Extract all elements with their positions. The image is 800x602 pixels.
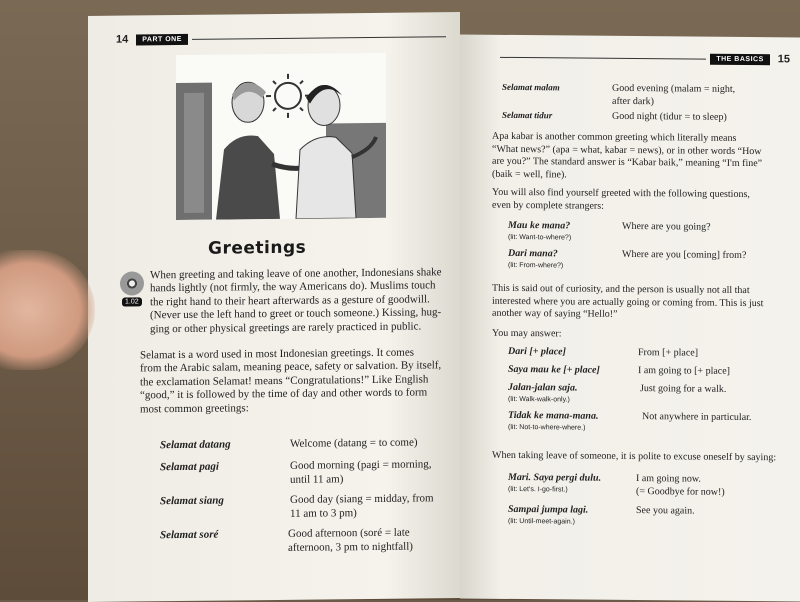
- leave-definition: I am going now.: [636, 472, 701, 486]
- leave-definition: (= Goodbye for now!): [636, 485, 725, 499]
- answer-definition: Just going for a walk.: [640, 382, 726, 396]
- answer-intro: You may answer:: [492, 327, 562, 341]
- greeting-row: [160, 492, 450, 525]
- leave-definition: See you again.: [636, 504, 695, 518]
- left-page-header: [116, 30, 446, 45]
- text-line: Selamat is a word used in most Indonesian greetings. It comes: [140, 346, 441, 363]
- header-rule: [500, 56, 706, 59]
- intro-paragraph: [150, 266, 442, 336]
- answer-row: [508, 381, 788, 411]
- question-definition: Where are you [coming] from?: [622, 248, 746, 262]
- section-tag: THE BASICS: [710, 53, 769, 65]
- leave-intro: When taking leave of someone, it is polite to excuse oneself by saying:: [492, 449, 776, 465]
- literal-translation: (lit: Let's. I-go-first.): [508, 483, 568, 497]
- leave-term: Mari. Saya pergi dulu.: [508, 471, 601, 485]
- cd-track-label: 1.02: [122, 297, 142, 306]
- answer-definition: From [+ place]: [638, 346, 698, 360]
- page-number: 14: [116, 34, 128, 46]
- cd-icon: [120, 271, 144, 295]
- greeting-definition: Good night (tidur = to sleep): [612, 110, 727, 124]
- text-line: another way of saying “Hello!”: [492, 308, 763, 323]
- greeting-definition: Good day (siang = midday, from: [290, 492, 434, 507]
- text-line: ging or other physical greetings are rarely practiced in public.: [150, 320, 442, 336]
- answer-row: [508, 345, 788, 363]
- page-title: Greetings: [208, 238, 306, 259]
- greeting-definition: Welcome (datang = to come): [290, 436, 418, 450]
- literal-translation: (lit: From-where?): [508, 259, 563, 272]
- open-book: [40, 0, 800, 600]
- text-line: interested where you are actually going or coming from. This is just: [492, 295, 763, 310]
- text-line: You will also find yourself greeted with the following questions,: [492, 187, 750, 202]
- leave-row: [508, 471, 788, 503]
- header-rule: [192, 36, 446, 40]
- text-line: This is said out of curiosity, and the person is usually not all that: [492, 283, 763, 298]
- greeting-definition: afternoon, 3 pm to nightfall): [288, 541, 413, 555]
- question-definition: Where are you going?: [622, 220, 711, 234]
- text-line: (baik = well, fine).: [492, 169, 762, 184]
- greeting-definition: Good afternoon (soré = late: [288, 527, 410, 541]
- curiosity-paragraph: [492, 283, 763, 323]
- greeting-term: Selamat tidur: [502, 109, 552, 122]
- text-line: most common greetings:: [140, 400, 441, 417]
- literal-translation: (lit: Walk-walk-only.): [508, 393, 570, 407]
- question-row: [508, 219, 788, 247]
- greeting-illustration: [176, 53, 386, 220]
- left-page: [88, 12, 460, 602]
- greeting-term: Selamat pagi: [160, 461, 219, 475]
- text-line: When greeting and taking leave of one another, Indonesians shake: [150, 266, 442, 282]
- answer-term: Dari [+ place]: [508, 345, 566, 359]
- text-line: Apa kabar is another common greeting which literally means: [492, 131, 762, 146]
- greeting-term: Selamat siang: [160, 495, 224, 509]
- greeting-term: Selamat datang: [160, 438, 231, 452]
- greeting-definition: Good morning (pagi = morning,: [290, 458, 432, 472]
- greeting-term: Selamat soré: [160, 529, 218, 543]
- leave-row: [508, 503, 788, 533]
- text-line: the exclamation Selamat! means “Congratulations!” Like English: [140, 373, 441, 390]
- apa-kabar-paragraph: [492, 131, 762, 184]
- two-men-shaking-hands-icon: [176, 53, 386, 220]
- text-line: the right hand to their heart afterwards as a gesture of goodwill.: [150, 293, 442, 309]
- answer-row: [508, 363, 788, 381]
- section-tag: PART ONE: [136, 33, 188, 45]
- greeting-definition: after dark): [612, 95, 654, 108]
- text-line: from the Arabic salam, meaning peace, safety or salvation. By itself,: [140, 360, 441, 377]
- greeting-definition: 11 am to 3 pm): [290, 507, 357, 521]
- text-line: even by complete strangers:: [492, 199, 750, 214]
- question-row: [508, 247, 788, 275]
- greeting-term: Selamat malam: [502, 81, 560, 95]
- text-line: (Never use the left hand to greet or touch someone.) Kissing, hug-: [150, 306, 442, 322]
- question-term: Dari mana?: [508, 247, 558, 260]
- text-line: are you?” The standard answer is “Kabar baik,” meaning “I'm fine”: [492, 156, 762, 171]
- text-line: “good,” it is followed by the time of day and other words to form: [140, 386, 441, 403]
- greeting-row: [502, 109, 792, 128]
- right-page-header: [500, 51, 790, 66]
- greeting-definition: Good evening (malam = night,: [612, 82, 735, 96]
- greeting-row: [160, 458, 450, 491]
- page-number: 15: [778, 53, 790, 65]
- answer-term: Tidak ke mana-mana.: [508, 409, 598, 423]
- leave-term: Sampai jumpa lagi.: [508, 503, 588, 517]
- text-line: “What news?” (apa = what, kabar = news), or in other words “How: [492, 143, 762, 158]
- literal-translation: (lit: Not-to-where-where.): [508, 421, 585, 435]
- answer-term: Jalan-jalan saja.: [508, 381, 577, 395]
- greeting-definition: until 11 am): [290, 473, 343, 487]
- greeting-row: [160, 526, 450, 559]
- question-term: Mau ke mana?: [508, 219, 570, 233]
- literal-translation: (lit: Until-meet-again.): [508, 515, 575, 529]
- answer-term: Saya mau ke [+ place]: [508, 363, 600, 377]
- right-page: [460, 35, 800, 602]
- questions-intro: [492, 187, 750, 214]
- selamat-paragraph: [140, 346, 441, 416]
- literal-translation: (lit: Want-to-where?): [508, 231, 571, 245]
- answer-definition: I am going to [+ place]: [638, 364, 730, 378]
- answer-row: [508, 409, 798, 440]
- answer-definition: Not anywhere in particular.: [642, 410, 751, 424]
- text-line: hands lightly (not firmly, the way Americans do). Muslims touch: [150, 280, 442, 296]
